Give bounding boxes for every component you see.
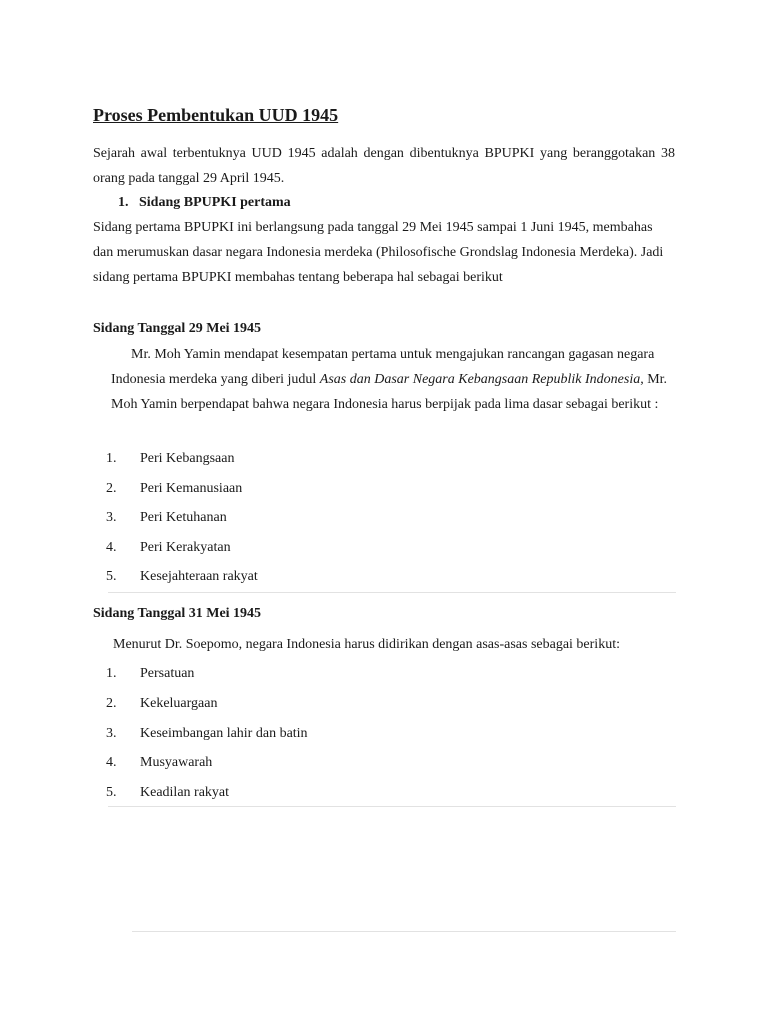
subheading-31-mei: Sidang Tanggal 31 Mei 1945	[93, 606, 262, 621]
list-item: Keadilan rakyat	[140, 785, 230, 800]
list-item-number: 4.	[106, 755, 117, 770]
document-title: Proses Pembentukan UUD 1945	[93, 105, 339, 125]
subheading-29-mei: Sidang Tanggal 29 Mei 1945	[93, 321, 262, 336]
list-item: Peri Kebangsaan	[140, 451, 235, 466]
yamin-title-italic: Asas dan Dasar Negara Kebangsaan Republik Indonesia	[319, 372, 641, 387]
list-item-number: 5.	[106, 785, 117, 800]
list-item-number: 3.	[106, 726, 117, 741]
list-item: Keseimbangan lahir dan batin	[140, 726, 308, 741]
soepomo-paragraph: Menurut Dr. Soepomo, negara Indonesia harus didirikan dengan asas-asas sebagai berikut:	[113, 637, 620, 652]
yamin-paragraph	[111, 342, 673, 417]
list-item: Peri Ketuhanan	[140, 510, 227, 525]
list-item-number: 5.	[106, 569, 117, 584]
yamin-text-start: Mr. Moh Yamin mendapat kesempatan pertama untuk mengajukan rancangan gagasan negara Indonesia merdeka yang diberi judul	[111, 347, 655, 387]
list-item: Kesejahteraan rakyat	[140, 569, 258, 584]
intro-paragraph: Sejarah awal terbentuknya UUD 1945 adalah dengan dibentuknya BPUPKI yang beranggotakan 38 orang pada tanggal 29 April 1945.	[93, 146, 675, 186]
list-item-number: 1.	[106, 451, 117, 466]
list-item: Peri Kerakyatan	[140, 540, 231, 555]
divider-line	[108, 806, 676, 807]
list-item: Kekeluargaan	[140, 696, 218, 711]
list-item: Persatuan	[140, 666, 195, 681]
list-item-number: 4.	[106, 540, 117, 555]
list-item-number: 1.	[106, 666, 117, 681]
list-item-number: 2.	[106, 696, 117, 711]
section-number: 1.	[118, 195, 129, 210]
divider-line	[108, 592, 676, 593]
section1-paragraph: Sidang pertama BPUPKI ini berlangsung pada tanggal 29 Mei 1945 sampai 1 Juni 1945, membahas dan merumuskan dasar negara Indonesia merdeka (Philosofische Grondslag Indonesia Merdeka). Jadi sidang pertama BPUPKI membahas tentang beberapa hal sebagai berikut	[93, 220, 664, 285]
yamin-text-end: , Mr. Moh Yamin berpendapat bahwa negara Indonesia harus berpijak pada lima dasar sebagai berikut :	[111, 372, 668, 412]
list-item-number: 2.	[106, 481, 117, 496]
list-item: Peri Kemanusiaan	[140, 481, 243, 496]
list-item-number: 3.	[106, 510, 117, 525]
section-heading-1	[118, 190, 291, 215]
divider-line	[132, 931, 676, 932]
list-item: Musyawarah	[140, 755, 213, 770]
section-heading-text: Sidang BPUPKI pertama	[139, 195, 291, 210]
